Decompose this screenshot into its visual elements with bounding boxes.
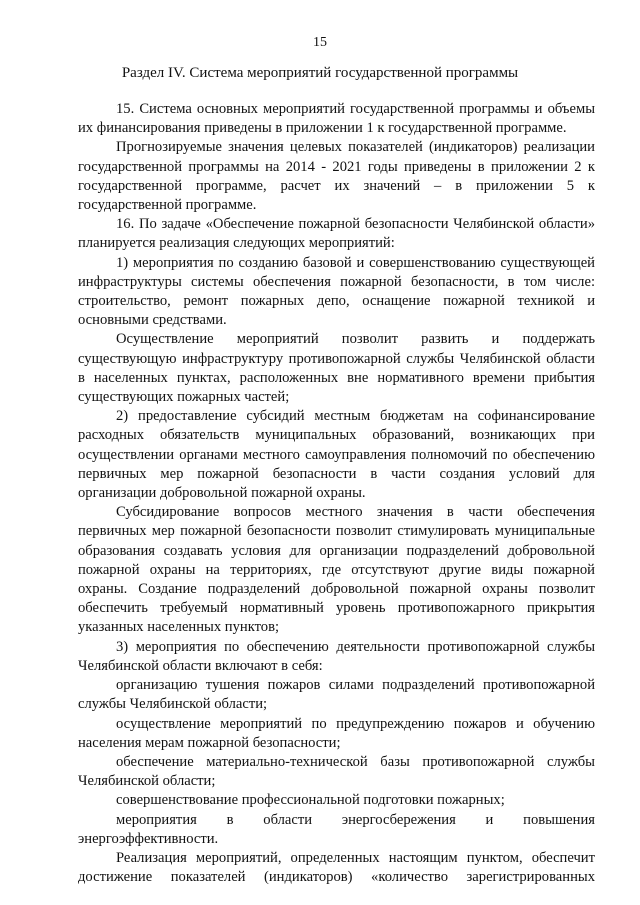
paragraph-implementation: Реализация мероприятий, определенных настоящим пунктом, обеспечит достижение показателей (индикаторов) «количество зарегистрированных	[78, 849, 595, 886]
paragraph-forecast-values: Прогнозируемые значения целевых показателей (индикаторов) реализации государственной программы на 2014 - 2021 годы приведены в приложении 2 к государственной программе, расчет их значений – в приложении 5 к государственной программе.	[78, 139, 595, 214]
paragraph-item-2-effect: Субсидирование вопросов местного значения в части обеспечения первичных мер пожарной безопасности позволит стимулировать муниципальные образования создавать условия для организации подразделений добровольной пожарной охраны на территориях, где отсутствуют другие виды пожарной охраны. Создание подразделений добровольной пожарной охраны позволит обеспечить требуемый нормативный уровень противопожарного прикрытия указанных населенных пунктов;	[78, 504, 595, 636]
paragraph-item-3-firefighting: организацию тушения пожаров силами подразделений противопожарной службы Челябинской области;	[78, 677, 595, 713]
paragraph-item-1: 1) мероприятия по созданию базовой и совершенствованию существующей инфраструктуры системы обеспечения пожарной безопасности, в том числе: строительство, ремонт пожарных депо, оснащение пожарной техникой и основными средствами.	[78, 254, 595, 329]
paragraph-item-1-effect: Осуществление мероприятий позволит развить и поддержать существующую инфраструктуру противопожарной службы Челябинской области в населенных пунктах, расположенных вне нормативного времени прибытия существующих пожарных частей;	[78, 331, 595, 406]
paragraph-item-3-training: совершенствование профессиональной подготовки пожарных;	[116, 792, 505, 809]
paragraph-item-3-energy: мероприятия в области энергосбережения и повышения энергоэффективности.	[78, 811, 595, 847]
section-title: Раздел IV. Система мероприятий государственной программы	[121, 65, 519, 81]
document-body	[78, 100, 595, 887]
paragraph-15-system: 15. Система основных мероприятий государственной программы и объемы их финансирования приведены в приложении 1 к государственной программе.	[78, 101, 595, 137]
paragraph-item-3-prevention: осуществление мероприятий по предупреждению пожаров и обучению населения мерам пожарной безопасности;	[78, 715, 595, 751]
paragraph-16-task: 16. По задаче «Обеспечение пожарной безопасности Челябинской области» планируется реализация следующих мероприятий:	[78, 216, 595, 252]
paragraph-item-3: 3) мероприятия по обеспечению деятельности противопожарной службы Челябинской области включают в себя:	[78, 638, 595, 674]
paragraph-item-2: 2) предоставление субсидий местным бюджетам на софинансирование расходных обязательств муниципальных образований, возникающих при осуществлении органами местного самоуправления полномочий по обеспечению первичных мер пожарной безопасности в части создания условий для организации добровольной пожарной охраны.	[78, 408, 595, 502]
paragraph-item-3-material-base: обеспечение материально-технической базы противопожарной службы Челябинской области;	[78, 753, 595, 790]
page-number: 15	[313, 35, 327, 50]
